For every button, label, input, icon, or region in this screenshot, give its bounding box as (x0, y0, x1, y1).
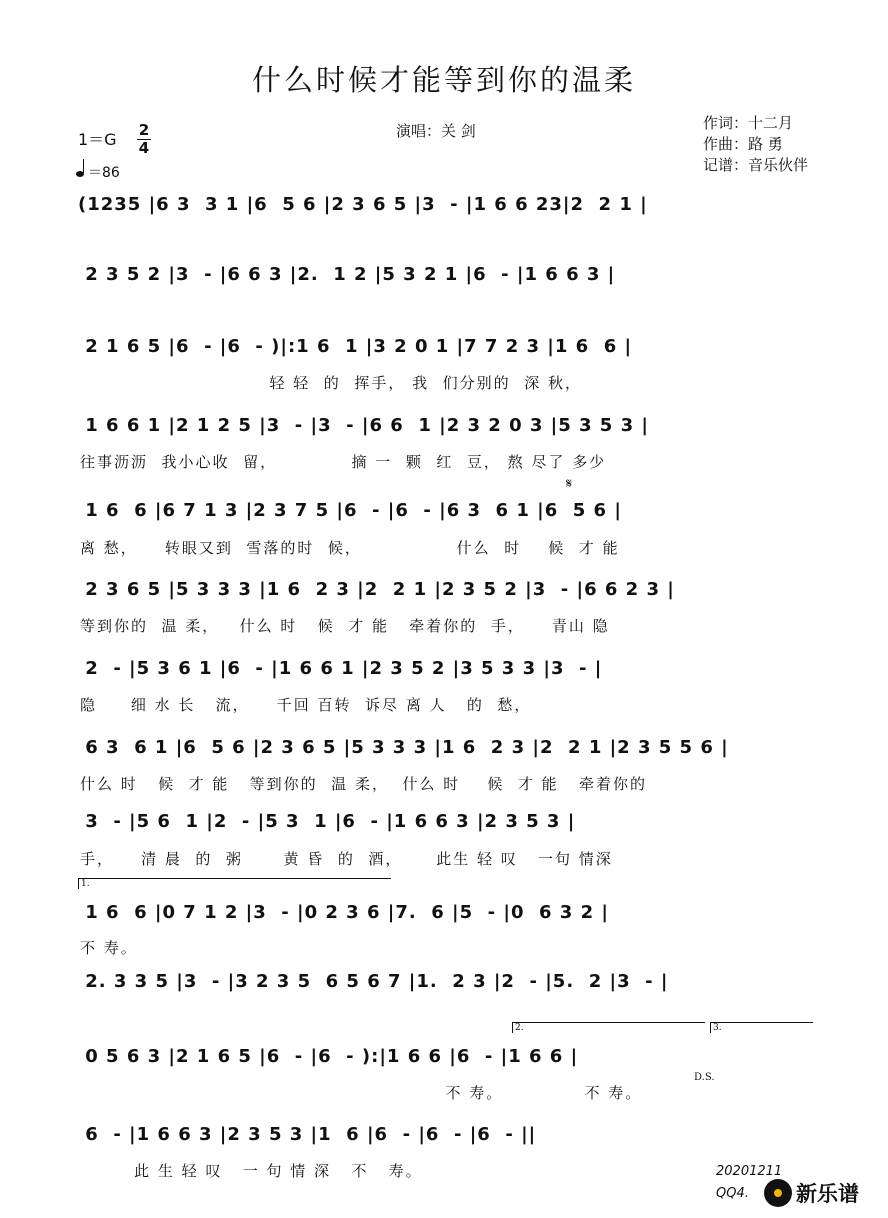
lyrics-row: 手， 清 晨 的 粥 黄 昏 的 酒， 此生 轻 叹 一句 情深 (80, 850, 613, 868)
notation-row: 2 3 6 5 |5 3 3 3 |1 6 2 3 |2 2 1 |2 3 5 2 |3 - |6 6 2 3 | (78, 579, 675, 600)
notation-row: 2 - |5 3 6 1 |6 - |1 6 6 1 |2 3 5 2 |3 5 3 3 |3 - | (78, 658, 603, 679)
segno-icon: 𝄋 (566, 476, 573, 492)
lyrics-row: 离 愁， 转眼又到 雪落的时 候， 什么 时 候 才 能 (80, 539, 620, 557)
dal-segno-mark: D.S. (694, 1072, 715, 1083)
lyrics-row: 什么 时 候 才 能 等到你的 温 柔， 什么 时 候 才 能 牵着你的 (80, 775, 647, 793)
lyrics-row: 不 寿。 (80, 939, 138, 957)
notation-row: 2 3 5 2 |3 - |6 6 3 |2. 1 2 |5 3 2 1 |6 - |1 6 6 3 | (78, 264, 616, 285)
time-signature-bottom: 4 (138, 139, 150, 157)
notation-row: 6 3 6 1 |6 5 6 |2 3 6 5 |5 3 3 3 |1 6 2 3 |2 2 1 |2 3 5 5 6 | (78, 737, 729, 758)
quarter-note-icon (76, 171, 84, 177)
volta-1: 1. (78, 878, 391, 889)
notation-row: 0 5 6 3 |2 1 6 5 |6 - |6 - ):|1 6 6 |6 - |1 6 6 | (78, 1046, 579, 1067)
site-logo (764, 1178, 859, 1208)
page-title: 什么时候才能等到你的温柔 (251, 63, 636, 97)
date-stamp: 20201211 (716, 1164, 783, 1179)
lyrics-row: 不 寿。 不 寿。 (80, 1084, 643, 1102)
notation-row: 2. 3 3 5 |3 - |3 2 3 5 6 5 6 7 |1. 2 3 |2 - |5. 2 |3 - | (78, 971, 669, 992)
transcriber-credit: 记谱：音乐伙伴 (703, 156, 809, 174)
time-signature (137, 122, 151, 157)
vinyl-disc-icon (764, 1179, 792, 1207)
lyricist-credit: 作词：十二月 (703, 114, 794, 132)
notation-row: 3 - |5 6 1 |2 - |5 3 1 |6 - |1 6 6 3 |2 3 5 3 | (78, 811, 576, 832)
tempo-value: ＝86 (88, 165, 120, 181)
lyrics-row: 往事沥沥 我小心收 留， 摘 一 颗 红 豆， 熬 尽了 多少 (80, 453, 607, 471)
volta-2: 2. (512, 1022, 705, 1033)
notation-row: 1 6 6 1 |2 1 2 5 |3 - |3 - |6 6 1 |2 3 2 0 3 |5 3 5 3 | (78, 415, 649, 436)
notation-row: 2 1 6 5 |6 - |6 - )|:1 6 1 |3 2 0 1 |7 7 2 3 |1 6 6 | (78, 336, 633, 357)
lyrics-row: 隐 细 水 长 流， 千回 百转 诉尽 离 人 的 愁， (80, 696, 532, 714)
key-signature: 1＝G (78, 130, 117, 149)
tempo-marking (76, 162, 120, 182)
lyrics-row: 轻 轻 的 挥手， 我 们分别的 深 秋， (80, 374, 582, 392)
notation-row: 1 6 6 |6 7 1 3 |2 3 7 5 |6 - |6 - |6 3 6 1 |6 5 6 | (78, 500, 622, 521)
logo-text: 新乐谱 (796, 1182, 859, 1206)
notation-row: (1235 |6 3 3 1 |6 5 6 |2 3 6 5 |3 - |1 6 6 23|2 2 1 | (78, 194, 648, 215)
qq-stamp: QQ4. (716, 1186, 749, 1201)
lyrics-row: 此 生 轻 叹 一 句 情 深 不 寿。 (80, 1162, 423, 1180)
time-signature-top: 2 (138, 121, 150, 139)
lyrics-row: 等到你的 温 柔， 什么 时 候 才 能 牵着你的 手， 青山 隐 (80, 617, 610, 635)
notation-row: 6 - |1 6 6 3 |2 3 5 3 |1 6 |6 - |6 - |6 - || (78, 1124, 537, 1145)
composer-credit: 作曲：路 勇 (703, 135, 783, 153)
volta-3: 3. (710, 1022, 813, 1033)
singer-credit: 演唱：关 剑 (396, 122, 476, 140)
notation-row: 1 6 6 |0 7 1 2 |3 - |0 2 3 6 |7. 6 |5 - |0 6 3 2 | (78, 902, 609, 923)
